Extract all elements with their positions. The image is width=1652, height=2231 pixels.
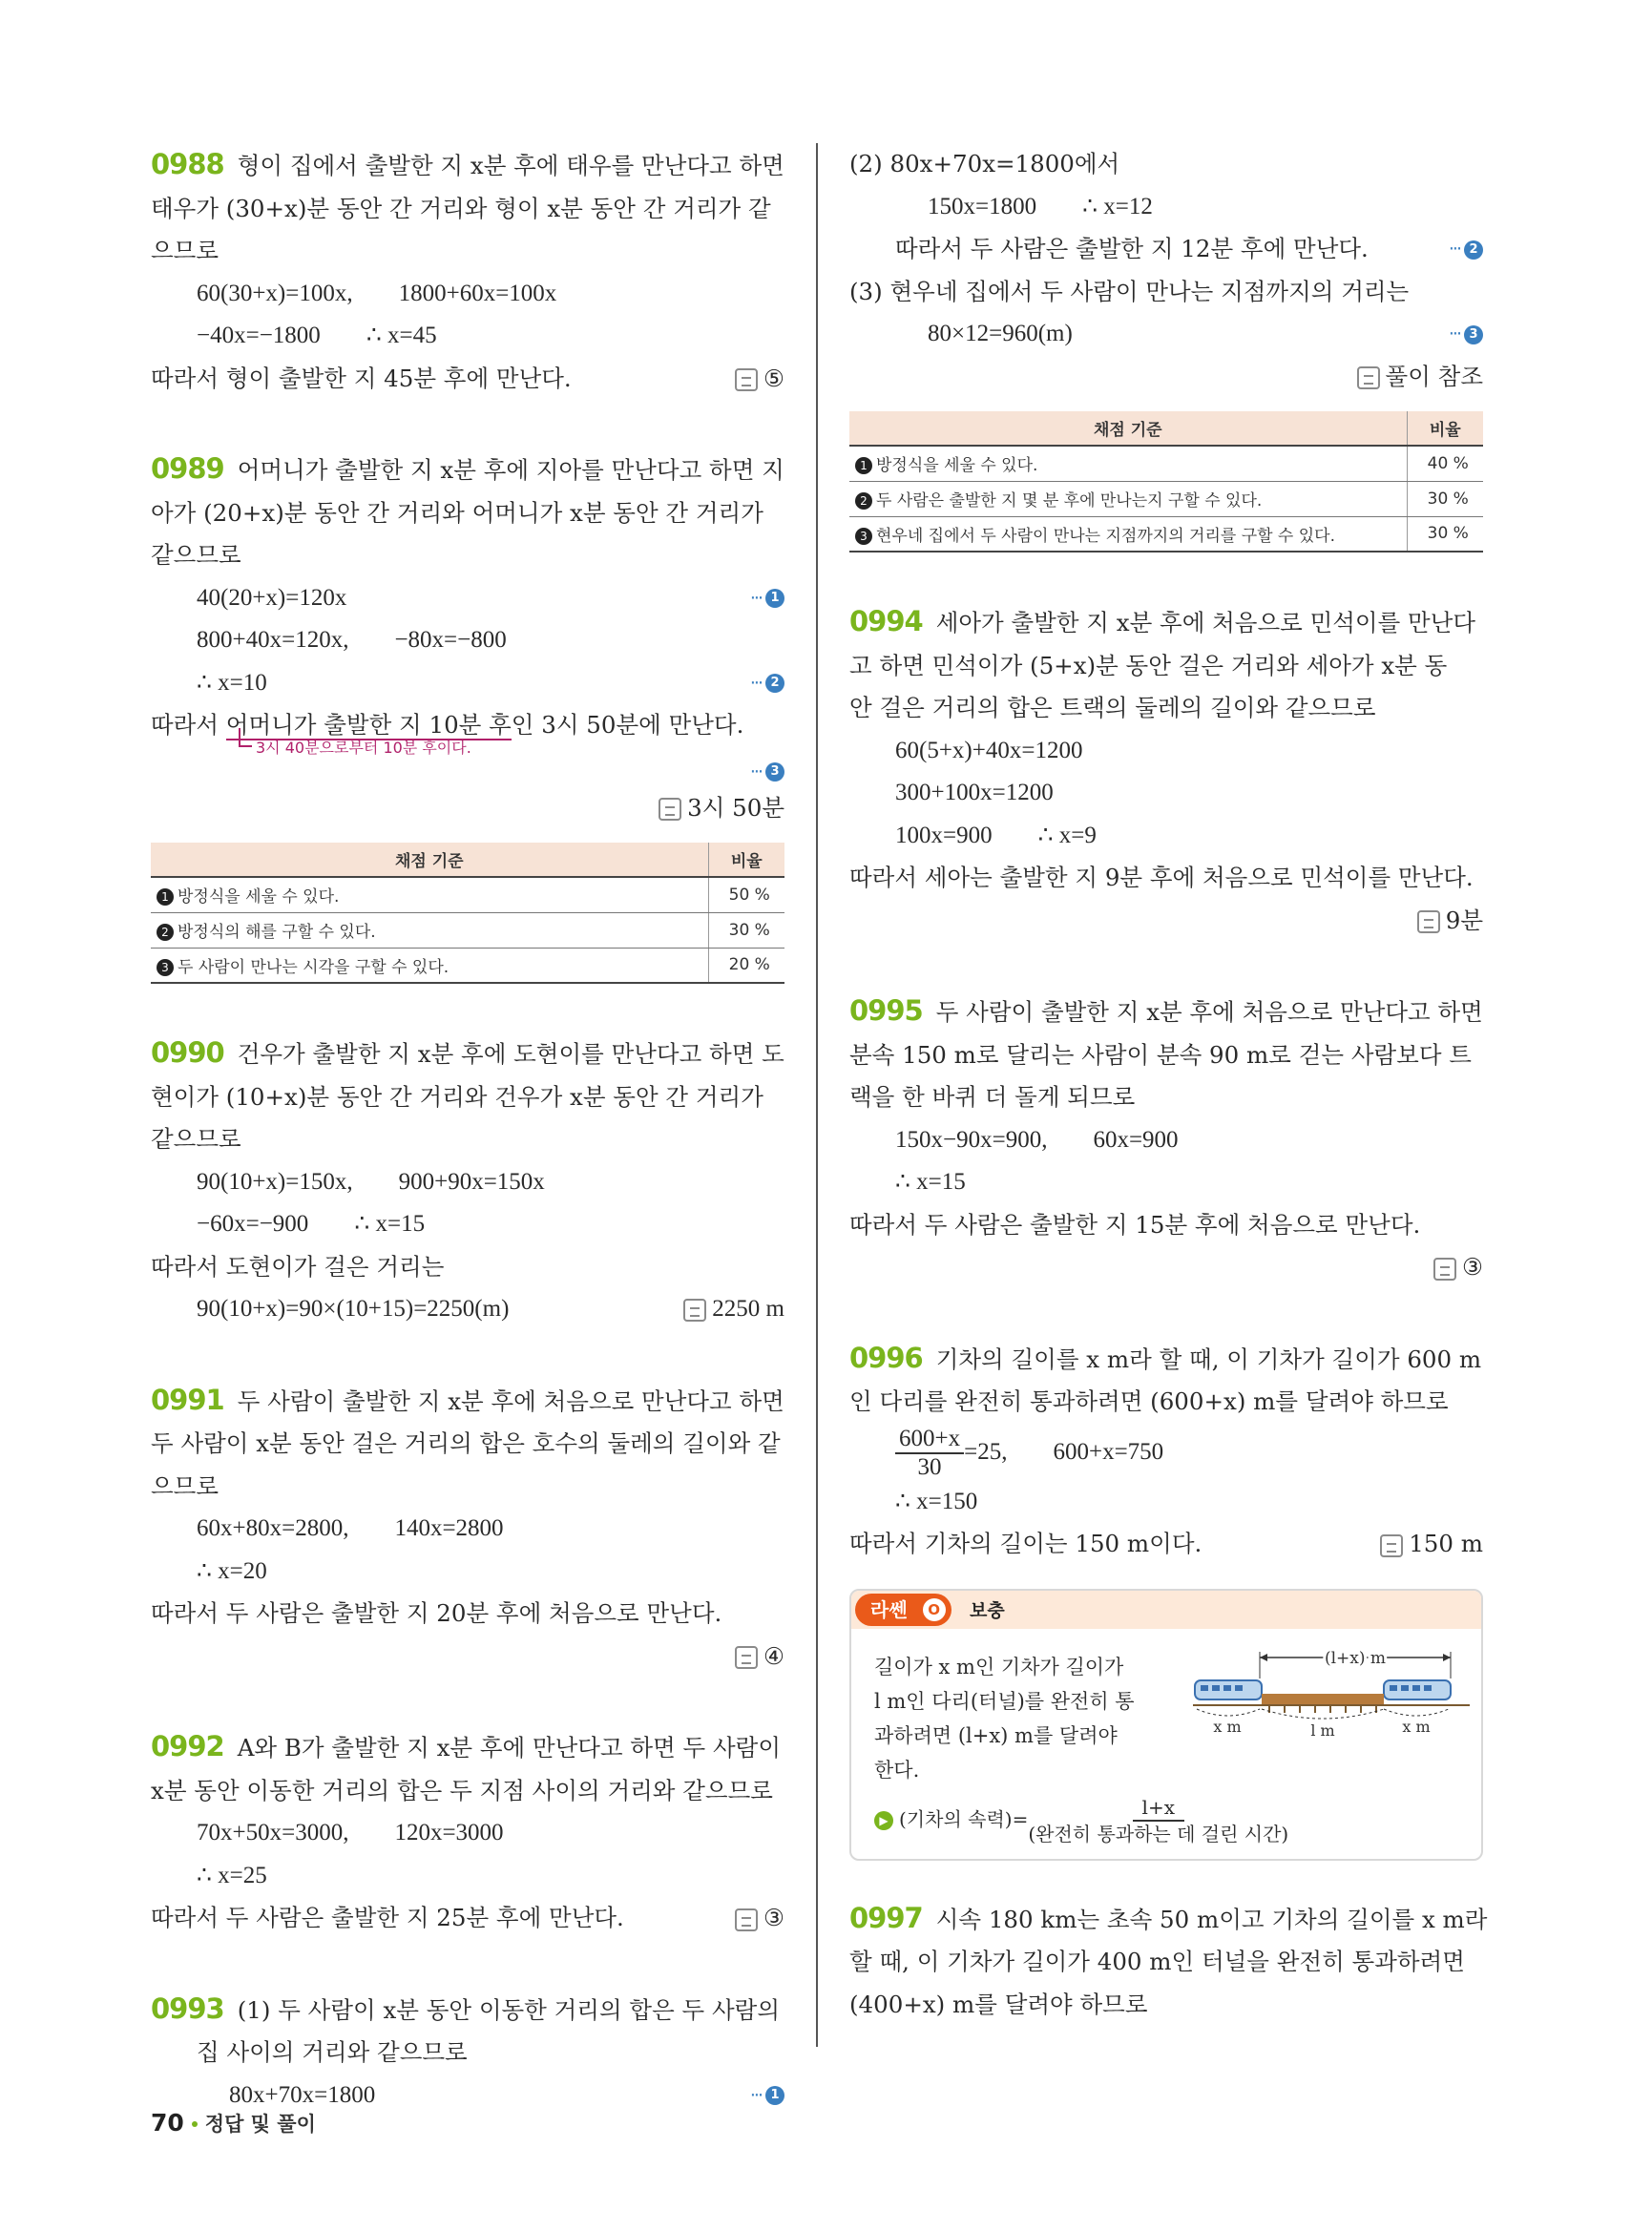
problem-text: 아가 (20+x)분 동안 간 거리와 어머니가 x분 동안 간 거리가 [151,498,763,527]
equation: 300+100x=1200 [895,780,1054,805]
problem-0988 [151,143,784,400]
equation: ∴ x=45 [366,323,437,348]
answer: 풀이 참조 [1385,362,1483,390]
problem-number: 0993 [151,1991,224,2025]
equation: 800+40x=120x, [197,627,349,653]
answer-icon [735,1908,758,1931]
equation: ∴ x=15 [895,1169,966,1195]
table-row: 1 방정식을 세울 수 있다. 40 % [849,446,1483,481]
problem-text: 집 사이의 거리와 같으므로 [197,2038,468,2066]
problem-0994 [849,600,1483,942]
equation: ∴ x=20 [197,1557,267,1584]
supplement-formula: ▶ (기차의 속력)= $\frac{l+x}{\text{(완전히 통과하는 데 걸린 시간)}}$ [874,1795,1464,1846]
equation: 100x=900 [895,822,993,848]
table-row: 3 현우네 집에서 두 사람이 만나는 지점까지의 거리를 구할 수 있다. 30 % [849,516,1483,552]
answer-icon [735,368,758,391]
equation: 90(10+x)=150x, [197,1168,353,1195]
equation: 1800+60x=100x [398,280,557,306]
answer: 3시 50분 [687,793,784,822]
left-column [151,143,784,2164]
problem-text: 같으므로 [151,1125,241,1153]
equation: 60x+80x=2800, [197,1515,349,1541]
problem-0991 [151,1379,784,1678]
problem-number: 0994 [849,605,923,637]
problem-text: 시속 180 km는 초속 50 m이고 기차의 길이를 x m라 [935,1905,1488,1933]
problem-text: 어머니가 출발한 지 x분 후에 지아를 만난다고 하면 지 [237,456,784,484]
problem-text: 현이가 (10+x)분 동안 간 거리와 건우가 x분 동안 간 거리가 [151,1082,763,1111]
conclusion: 따라서 두 사람은 출발한 지 20분 후에 처음으로 만난다. [151,1599,722,1627]
diagram-label-train: x m [1402,1717,1431,1736]
page-footer [151,2109,316,2137]
train-bridge-diagram [1193,1640,1470,1745]
problem-0993 [151,1988,784,2117]
problem-number: 0991 [151,1383,224,1416]
equation: 80×12=960(m) [928,321,1073,346]
problem-number: 0996 [849,1341,923,1374]
table-row: 2 방정식의 해를 구할 수 있다. 30 % [151,912,784,948]
equation: 150x−90x=900, [895,1126,1048,1153]
annotation-note: 3시 40분으로부터 10분 후이다. [151,738,784,759]
problem-text: 랙을 한 바퀴 더 돌게 되므로 [849,1083,1136,1111]
conclusion: 따라서 두 사람은 출발한 지 12분 후에 만난다. [895,235,1369,262]
problem-text: x분 동안 이동한 거리의 합은 두 지점 사이의 거리와 같으므로 [151,1776,773,1804]
table-header: 채점 기준 [849,411,1407,446]
supplement-header [851,1591,1481,1629]
equation: =25, [964,1438,1008,1465]
equation: 900+90x=150x [398,1168,545,1195]
problem-text: 형이 집에서 출발한 지 x분 후에 태우를 만난다고 하면 [237,152,784,179]
problem-text: 건우가 출발한 지 x분 후에 도현이를 만난다고 하면 도 [237,1040,784,1068]
problem-text: 분속 150 m로 달리는 사람이 분속 90 m로 걷는 사람보다 트 [849,1040,1472,1069]
diagram-label-total: (l+x) m [1324,1648,1387,1668]
step-mark-3: ··· 3 [750,751,784,794]
problem-text: (2) 80x+70x=1800에서 [849,150,1120,177]
answer: ⑤ [763,364,784,392]
equation: 60(5+x)+40x=1200 [895,737,1083,763]
step-mark-3: ··· 3 [1449,313,1483,356]
problem-number: 0997 [849,1901,923,1934]
answer: 150 m [1409,1530,1483,1558]
problem-text: 세아가 출발한 지 x분 후에 처음으로 민석이를 만난다 [935,609,1476,636]
problem-number: 0988 [151,148,224,180]
page-number: 70 [151,2109,184,2137]
table-header: 비율 [1407,411,1483,446]
answer: ③ [1462,1253,1483,1281]
equation: ∴ x=150 [895,1488,978,1514]
problem-0995 [849,990,1483,1289]
conclusion: 따라서 세아는 출발한 지 9분 후에 처음으로 민석이를 만난다. [849,864,1474,891]
problem-text: 태우가 (30+x)분 동안 간 거리와 형이 x분 동안 간 거리가 같 [151,194,771,222]
problem-0992 [151,1725,784,1940]
equation: −40x=−1800 [197,323,321,348]
problem-0990 [151,1032,784,1331]
problem-number: 0990 [151,1036,224,1069]
supplement-text: 길이가 x m인 기차가 길이가 l m인 다리(터널)를 완전히 통 과하려면 (l+x) m를 달려야 한다. [874,1655,1135,1782]
problem-text: 고 하면 민석이가 (5+x)분 동안 걸은 거리와 세아가 x분 동 [849,651,1448,679]
answer-icon [659,798,681,821]
table-row: 3 두 사람이 만나는 시각을 구할 수 있다. 20 % [151,948,784,983]
scoring-table [151,843,784,984]
scoring-table [849,411,1483,553]
answer: ③ [763,1904,784,1931]
equation: 70x+50x=3000, [197,1820,349,1845]
footer-title: 정답 및 풀이 [204,2113,316,2136]
answer-icon [683,1299,706,1322]
answer-icon [1417,910,1440,933]
bridge-icon [1262,1694,1384,1705]
separator-dot [192,2121,198,2127]
problem-text: 인 다리를 완전히 통과하려면 (600+x) m를 달려야 하므로 [849,1387,1449,1415]
equation: 90(10+x)=90×(10+15)=2250(m) [197,1296,510,1322]
diagram-label-train: x m [1213,1717,1242,1736]
conclusion: 인 3시 50분에 만난다. [511,711,744,739]
problem-text: 두 사람이 x분 동안 걸은 거리의 합은 호수의 둘레의 길이와 같 [151,1429,781,1457]
problem-0996 [849,1337,1483,1566]
equation: ∴ x=10 [197,669,267,696]
supplement-title: 보충 [970,1599,1005,1621]
equation: 600+x=750 [1053,1438,1164,1465]
conclusion: 따라서 두 사람은 출발한 지 15분 후에 처음으로 만난다. [849,1210,1421,1239]
problem-text: 안 걸은 거리의 합은 트랙의 둘레의 길이와 같으므로 [849,694,1376,721]
equation: −80x=−800 [394,627,507,653]
equation: 120x=3000 [394,1820,504,1845]
equation: ∴ x=25 [197,1862,267,1888]
answer-icon [1433,1258,1456,1281]
problem-text: A와 B가 출발한 지 x분 후에 만난다고 하면 두 사람이 [237,1734,781,1762]
equation: ∴ x=15 [354,1211,426,1237]
problem-text: 같으므로 [151,541,241,569]
answer-icon [735,1646,758,1669]
brand-tag: 라쎈 O [855,1594,951,1626]
equation: −60x=−900 [197,1211,309,1237]
problem-text: 할 때, 이 기차가 길이가 400 m인 터널을 완전히 통과하려면 [849,1948,1465,1976]
conclusion: 따라서 도현이가 걸은 거리는 [151,1252,445,1281]
problem-number: 0992 [151,1730,224,1762]
equation: 150x=1800 [928,193,1037,219]
problem-0993-continued [849,143,1483,553]
equation: 60x=900 [1093,1126,1179,1153]
step-mark-2: ··· 2 [1449,228,1483,271]
equation: 60(30+x)=100x, [197,280,353,306]
problem-text: 두 사람이 출발한 지 x분 후에 처음으로 만난다고 하면 [935,998,1483,1026]
step-mark-1: ··· 1 [750,577,784,620]
answer: ④ [763,1641,784,1670]
step-mark-1: ··· 1 [750,2075,784,2117]
problem-text: 기차의 길이를 x m라 할 때, 이 기차가 길이가 600 m [935,1345,1482,1373]
equation: 140x=2800 [394,1515,504,1541]
equation: ∴ x=9 [1037,822,1097,848]
table-header: 비율 [708,843,784,877]
problem-number: 0995 [849,994,923,1027]
equation: 80x+70x=1800 [229,2081,376,2108]
conclusion: 따라서 두 사람은 출발한 지 25분 후에 만난다. [151,1904,624,1931]
problem-text: (400+x) m를 달려야 하므로 [849,1990,1148,2018]
problem-number: 0989 [151,452,224,485]
problem-text: (3) 현우네 집에서 두 사람이 만나는 지점까지의 거리는 [849,277,1410,305]
equation: 40(20+x)=120x [197,584,347,611]
step-mark-2: ··· 2 [750,662,784,705]
answer: 9분 [1445,906,1483,934]
answer-icon [1357,366,1380,389]
problem-text: 으므로 [151,237,220,264]
column-divider [816,143,818,2047]
conclusion: 따라서 [151,711,226,739]
underlined-text: 어머니가 출발한 지 10분 후 [225,711,512,739]
equation: ∴ x=12 [1082,193,1153,219]
fraction: $\frac{600+x}{30}$ [895,1426,964,1481]
problem-0997 [849,1897,1488,2027]
table-row: 2 두 사람은 출발한 지 몇 분 후에 만나는지 구할 수 있다. 30 % [849,481,1483,516]
arrow-icon: ▶ [874,1811,893,1830]
problem-text: (1) 두 사람이 x분 동안 이동한 거리의 합은 두 사람의 [237,1995,781,2024]
supplement-box [849,1589,1483,1861]
conclusion: 따라서 형이 출발한 지 45분 후에 만난다. [151,364,572,392]
answer-icon [1380,1534,1403,1557]
diagram-label-bridge: l m [1310,1720,1335,1740]
conclusion: 따라서 기차의 길이는 150 m이다. [849,1530,1202,1558]
problem-text: 으므로 [151,1471,220,1500]
problem-0989 [151,448,784,984]
right-column [849,143,1488,2074]
table-header: 채점 기준 [151,843,708,877]
problem-text: 두 사람이 출발한 지 x분 후에 처음으로 만난다고 하면 [237,1387,784,1415]
answer: 2250 m [712,1296,784,1322]
table-row: 1 방정식을 세울 수 있다. 50 % [151,877,784,912]
